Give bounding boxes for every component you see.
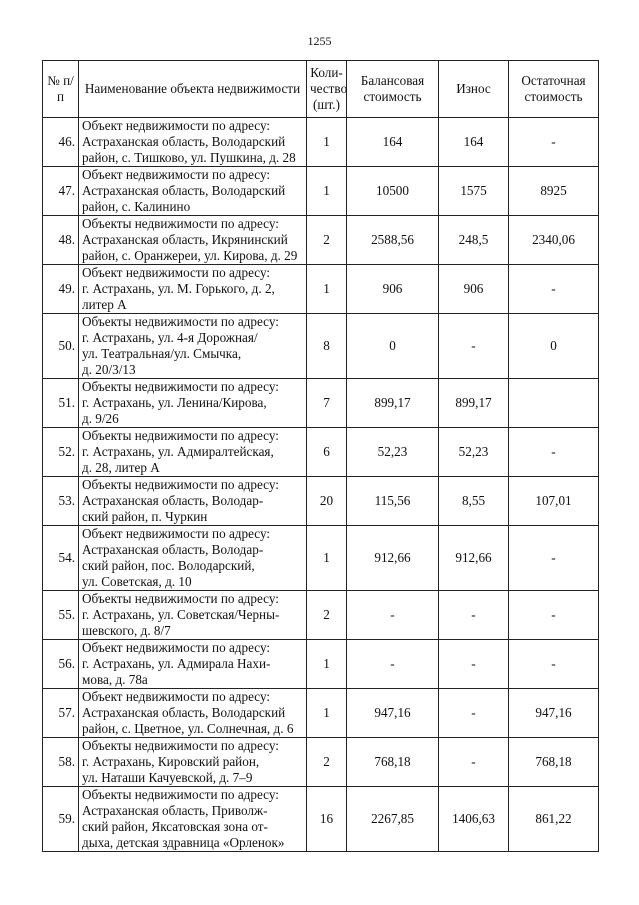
object-name-line: г. Астрахань, ул. Советская/Черны- (82, 607, 280, 622)
residual-value-cell: 0 (509, 314, 599, 379)
balance-value-cell: 899,17 (347, 379, 439, 428)
residual-value-cell: - (509, 526, 599, 591)
wear-cell: 164 (439, 118, 509, 167)
table-row (43, 738, 599, 787)
residual-value-cell: 861,22 (509, 787, 599, 852)
wear-cell: - (439, 738, 509, 787)
residual-value-cell: 2340,06 (509, 216, 599, 265)
header-qty: Коли- чество (шт.) (307, 61, 347, 118)
balance-value-cell: 164 (347, 118, 439, 167)
row-number: 47. (43, 167, 79, 216)
row-number: 52. (43, 428, 79, 477)
object-name-line: ский район, пос. Володарский, (82, 558, 255, 573)
balance-value-cell: 947,16 (347, 689, 439, 738)
row-number: 56. (43, 640, 79, 689)
wear-cell: 8,55 (439, 477, 509, 526)
row-number: 59. (43, 787, 79, 852)
object-name (79, 640, 307, 689)
table-header (43, 61, 599, 118)
table-row (43, 428, 599, 477)
quantity-cell: 1 (307, 265, 347, 314)
balance-value-cell: 2588,56 (347, 216, 439, 265)
quantity-cell: 1 (307, 689, 347, 738)
object-name-line: Объект недвижимости по адресу: (82, 640, 271, 655)
object-name (79, 477, 307, 526)
object-name (79, 379, 307, 428)
object-name (79, 265, 307, 314)
wear-cell: 1406,63 (439, 787, 509, 852)
object-name-line: Астраханская область, Володарский (82, 705, 286, 720)
row-number: 51. (43, 379, 79, 428)
row-number: 49. (43, 265, 79, 314)
object-name-line: Объекты недвижимости по адресу: (82, 591, 279, 606)
object-name-line: шевского, д. 8/7 (82, 623, 171, 638)
table-row (43, 216, 599, 265)
header-balance: Балансовая стоимость (347, 61, 439, 118)
table-row (43, 379, 599, 428)
header-name: Наименование объекта недвижимости (79, 61, 307, 118)
row-number: 55. (43, 591, 79, 640)
wear-cell: - (439, 314, 509, 379)
wear-cell: 1575 (439, 167, 509, 216)
balance-value-cell: - (347, 640, 439, 689)
object-name-line: мова, д. 78а (82, 672, 148, 687)
quantity-cell: 7 (307, 379, 347, 428)
object-name-line: литер А (82, 297, 127, 312)
object-name-line: д. 28, литер А (82, 460, 160, 475)
residual-value-cell: - (509, 265, 599, 314)
table-row (43, 787, 599, 852)
wear-cell: - (439, 689, 509, 738)
residual-value-cell: - (509, 428, 599, 477)
object-name (79, 216, 307, 265)
residual-value-cell: - (509, 591, 599, 640)
table-row (43, 689, 599, 738)
row-number: 58. (43, 738, 79, 787)
object-name-line: г. Астрахань, ул. Адмирала Нахи- (82, 656, 271, 671)
balance-value-cell: 768,18 (347, 738, 439, 787)
balance-value-cell: 906 (347, 265, 439, 314)
row-number: 53. (43, 477, 79, 526)
table-row (43, 314, 599, 379)
page-number: 1255 (307, 34, 332, 48)
object-name-line: район, с. Оранжереи, ул. Кирова, д. 29 (82, 248, 298, 263)
header-wear: Износ (439, 61, 509, 118)
residual-value-cell: 8925 (509, 167, 599, 216)
object-name (79, 787, 307, 852)
object-name-line: Объект недвижимости по адресу: (82, 118, 271, 133)
object-name (79, 167, 307, 216)
wear-cell: 899,17 (439, 379, 509, 428)
object-name-line: Астраханская область, Володарский (82, 134, 286, 149)
quantity-cell: 1 (307, 118, 347, 167)
object-name-line: Объекты недвижимости по адресу: (82, 428, 279, 443)
wear-cell: 248,5 (439, 216, 509, 265)
object-name-line: г. Астрахань, ул. Адмиралтейская, (82, 444, 274, 459)
object-name-line: ул. Наташи Качуевской, д. 7–9 (82, 770, 253, 785)
balance-value-cell: 912,66 (347, 526, 439, 591)
object-name-line: ский район, Яксатовская зона от- (82, 819, 268, 834)
object-name-line: Объекты недвижимости по адресу: (82, 379, 279, 394)
row-number: 48. (43, 216, 79, 265)
residual-value-cell: - (509, 118, 599, 167)
wear-cell: 912,66 (439, 526, 509, 591)
object-name-line: Объект недвижимости по адресу: (82, 167, 271, 182)
table-row (43, 118, 599, 167)
residual-value-cell: 107,01 (509, 477, 599, 526)
table-row (43, 477, 599, 526)
header-residual: Остаточная стоимость (509, 61, 599, 118)
balance-value-cell: - (347, 591, 439, 640)
object-name-line: район, с. Калинино (82, 199, 191, 214)
balance-value-cell: 52,23 (347, 428, 439, 477)
residual-value-cell: 947,16 (509, 689, 599, 738)
object-name-line: ул. Советская, д. 10 (82, 574, 192, 589)
balance-value-cell: 10500 (347, 167, 439, 216)
quantity-cell: 2 (307, 216, 347, 265)
object-name-line: г. Астрахань, ул. М. Горького, д. 2, (82, 281, 275, 296)
object-name (79, 428, 307, 477)
object-name-line: Объекты недвижимости по адресу: (82, 738, 279, 753)
quantity-cell: 1 (307, 640, 347, 689)
object-name-line: Объект недвижимости по адресу: (82, 265, 271, 280)
wear-cell: - (439, 640, 509, 689)
object-name (79, 526, 307, 591)
object-name-line: Объекты недвижимости по адресу: (82, 787, 279, 802)
quantity-cell: 6 (307, 428, 347, 477)
property-table (42, 60, 599, 852)
table-row (43, 591, 599, 640)
object-name-line: д. 20/3/13 (82, 362, 136, 377)
object-name-line: Объект недвижимости по адресу: (82, 526, 271, 541)
wear-cell: 906 (439, 265, 509, 314)
quantity-cell: 20 (307, 477, 347, 526)
object-name (79, 314, 307, 379)
wear-cell: 52,23 (439, 428, 509, 477)
object-name-line: г. Астрахань, ул. 4-я Дорожная/ (82, 330, 258, 345)
row-number: 57. (43, 689, 79, 738)
table-row (43, 640, 599, 689)
wear-cell: - (439, 591, 509, 640)
object-name-line: д. 9/26 (82, 411, 119, 426)
header-num: № п/п (43, 61, 79, 118)
object-name-line: Астраханская область, Володар- (82, 493, 264, 508)
balance-value-cell: 115,56 (347, 477, 439, 526)
object-name-line: Объекты недвижимости по адресу: (82, 314, 279, 329)
object-name-line: Астраханская область, Володар- (82, 542, 264, 557)
object-name-line: Объекты недвижимости по адресу: (82, 216, 279, 231)
table-row (43, 526, 599, 591)
table-body (43, 118, 599, 852)
balance-value-cell: 2267,85 (347, 787, 439, 852)
row-number: 54. (43, 526, 79, 591)
row-number: 46. (43, 118, 79, 167)
object-name-line: г. Астрахань, ул. Ленина/Кирова, (82, 395, 267, 410)
table-row (43, 167, 599, 216)
table-row (43, 265, 599, 314)
object-name (79, 689, 307, 738)
quantity-cell: 1 (307, 167, 347, 216)
object-name-line: район, с. Тишково, ул. Пушкина, д. 28 (82, 150, 296, 165)
object-name-line: Астраханская область, Приволж- (82, 803, 268, 818)
residual-value-cell: 768,18 (509, 738, 599, 787)
header-row (43, 61, 599, 118)
object-name (79, 591, 307, 640)
object-name-line: г. Астрахань, Кировский район, (82, 754, 260, 769)
object-name-line: Объект недвижимости по адресу: (82, 689, 271, 704)
object-name-line: ул. Театральная/ул. Смычка, (82, 346, 242, 361)
residual-value-cell: - (509, 640, 599, 689)
quantity-cell: 8 (307, 314, 347, 379)
quantity-cell: 16 (307, 787, 347, 852)
object-name (79, 738, 307, 787)
object-name-line: Объекты недвижимости по адресу: (82, 477, 279, 492)
residual-value-cell (509, 379, 599, 428)
object-name (79, 118, 307, 167)
object-name-line: дыха, детская здравница «Орленок» (82, 835, 285, 850)
object-name-line: Астраханская область, Володарский (82, 183, 286, 198)
quantity-cell: 2 (307, 738, 347, 787)
object-name-line: Астраханская область, Икрянинский (82, 232, 288, 247)
balance-value-cell: 0 (347, 314, 439, 379)
object-name-line: ский район, п. Чуркин (82, 509, 208, 524)
quantity-cell: 1 (307, 526, 347, 591)
quantity-cell: 2 (307, 591, 347, 640)
row-number: 50. (43, 314, 79, 379)
object-name-line: район, с. Цветное, ул. Солнечная, д. 6 (82, 721, 294, 736)
